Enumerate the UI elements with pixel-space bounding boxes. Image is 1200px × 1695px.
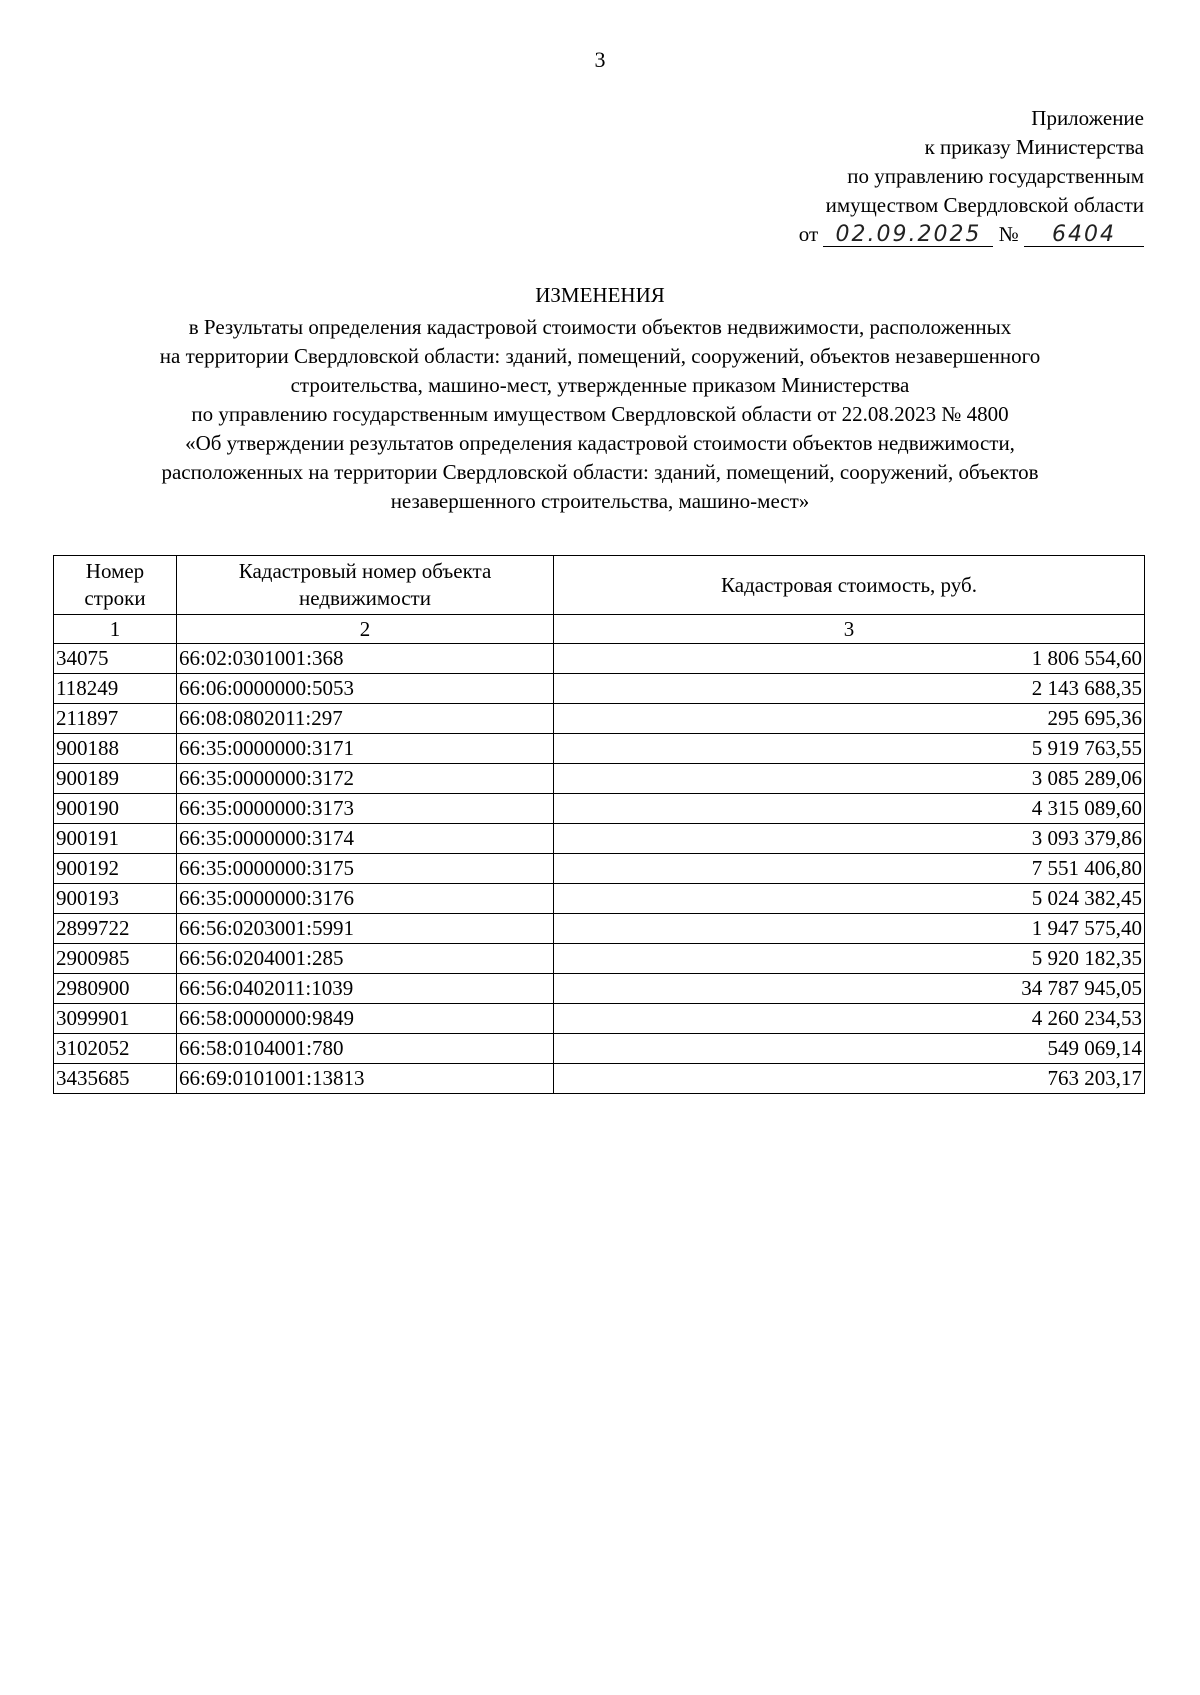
subtitle-line: строительства, машино-мест, утвержденные приказом Министерства [290,373,910,397]
table-row [54,914,1145,944]
header-row-number: Номер строки [54,556,177,615]
column-number: 3 [554,615,1145,644]
cadastral-value: 1 947 575,40 [554,914,1145,944]
number-prefix: № [998,222,1019,246]
table-row [54,794,1145,824]
table-header-row [54,556,1145,615]
subtitle-line: незавершенного строительства, машино-мест» [390,489,810,513]
table-row [54,1034,1145,1064]
row-number: 900191 [54,824,177,854]
cadastral-value: 3 093 379,86 [554,824,1145,854]
subtitle-line: на территории Свердловской области: зданий, помещений, сооружений, объектов незавершенного [159,344,1041,368]
header-cadastral-value: Кадастровая стоимость, руб. [554,556,1145,615]
cadastral-number: 66:35:0000000:3171 [177,734,554,764]
page-number: 3 [594,47,606,72]
cadastral-number: 66:58:0000000:9849 [177,1004,554,1034]
header-cadastral-number: Кадастровый номер объекта недвижимости [177,556,554,615]
appendix-line: к приказу Министерства [924,135,1144,159]
row-number: 900193 [54,884,177,914]
column-number: 2 [177,615,554,644]
row-number: 3435685 [54,1064,177,1094]
column-number: 1 [54,615,177,644]
cadastral-value: 34 787 945,05 [554,974,1145,1004]
cadastral-number: 66:56:0203001:5991 [177,914,554,944]
cadastral-value: 4 260 234,53 [554,1004,1145,1034]
cadastral-number: 66:56:0402011:1039 [177,974,554,1004]
subtitle-line: в Результаты определения кадастровой стоимости объектов недвижимости, расположенных [188,315,1012,339]
row-number: 2899722 [54,914,177,944]
handwritten-number: 6404 [1024,224,1144,247]
table-row [54,1064,1145,1094]
cadastral-number: 66:35:0000000:3173 [177,794,554,824]
subtitle-line: «Об утверждении результатов определения кадастровой стоимости объектов недвижимости, [185,431,1015,455]
table-row [54,1004,1145,1034]
row-number: 34075 [54,644,177,674]
cadastral-value: 549 069,14 [554,1034,1145,1064]
cadastral-number: 66:56:0204001:285 [177,944,554,974]
table-row [54,944,1145,974]
cadastral-value: 5 024 382,45 [554,884,1145,914]
appendix-line: Приложение [1031,106,1144,130]
cadastral-number: 66:02:0301001:368 [177,644,554,674]
cadastral-value: 295 695,36 [554,704,1145,734]
table-row [54,704,1145,734]
cadastral-value: 5 920 182,35 [554,944,1145,974]
row-number: 900189 [54,764,177,794]
cadastral-number: 66:35:0000000:3174 [177,824,554,854]
table-row [54,734,1145,764]
table-row [54,854,1145,884]
appendix-line: по управлению государственным [847,164,1144,188]
cadastral-value: 2 143 688,35 [554,674,1145,704]
table-row [54,674,1145,704]
cadastral-table [53,555,1145,1094]
cadastral-number: 66:35:0000000:3175 [177,854,554,884]
cadastral-number: 66:35:0000000:3176 [177,884,554,914]
subtitle-line: по управлению государственным имуществом Свердловской области от 22.08.2023 № 4800 [191,402,1009,426]
cadastral-value: 7 551 406,80 [554,854,1145,884]
cadastral-value: 4 315 089,60 [554,794,1145,824]
row-number: 900190 [54,794,177,824]
handwritten-date: 02.09.2025 [823,224,993,247]
cadastral-value: 763 203,17 [554,1064,1145,1094]
table-row [54,824,1145,854]
cadastral-value: 3 085 289,06 [554,764,1145,794]
subtitle-line: расположенных на территории Свердловской области: зданий, помещений, сооружений, объектов [161,460,1039,484]
appendix-block [799,104,1144,249]
document-subtitle [70,313,1130,516]
cadastral-value: 5 919 763,55 [554,734,1145,764]
row-number: 3102052 [54,1034,177,1064]
document-title: ИЗМЕНЕНИЯ [535,283,665,307]
cadastral-number: 66:58:0104001:780 [177,1034,554,1064]
table-row [54,884,1145,914]
cadastral-number: 66:35:0000000:3172 [177,764,554,794]
table-row [54,644,1145,674]
row-number: 118249 [54,674,177,704]
column-number-row [54,615,1145,644]
row-number: 211897 [54,704,177,734]
row-number: 2980900 [54,974,177,1004]
row-number: 900192 [54,854,177,884]
row-number: 3099901 [54,1004,177,1034]
cadastral-number: 66:08:0802011:297 [177,704,554,734]
appendix-line: имуществом Свердловской области [825,193,1144,217]
cadastral-number: 66:06:0000000:5053 [177,674,554,704]
appendix-date-line [799,220,1144,249]
date-prefix: от [798,222,819,246]
cadastral-number: 66:69:0101001:13813 [177,1064,554,1094]
table-row [54,764,1145,794]
row-number: 900188 [54,734,177,764]
cadastral-value: 1 806 554,60 [554,644,1145,674]
table-row [54,974,1145,1004]
row-number: 2900985 [54,944,177,974]
